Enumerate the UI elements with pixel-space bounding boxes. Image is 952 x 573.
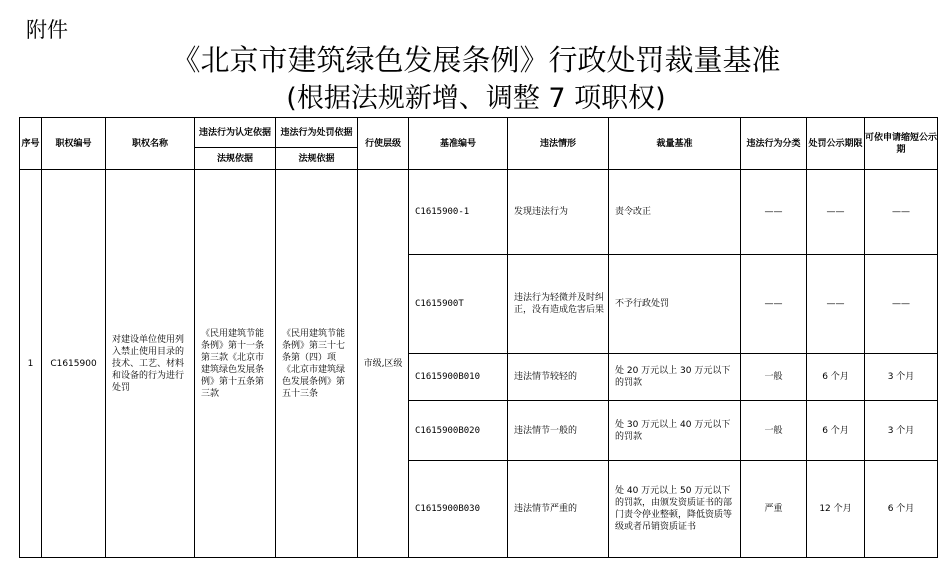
standard-text: 责令改正: [609, 170, 741, 255]
table-row: [20, 170, 938, 255]
header-publish-period: 处罚公示期限: [807, 118, 865, 170]
circumstance: 发现违法行为: [508, 170, 609, 255]
header-standard: 裁量基准: [609, 118, 741, 170]
circumstance: 违法情节严重的: [508, 461, 609, 558]
circumstance: 违法行为轻微并及时纠正，没有造成危害后果: [508, 255, 609, 354]
standard-code: C1615900B030: [409, 461, 508, 558]
early-removal: 3 个月: [865, 401, 938, 461]
classification: 严重: [741, 461, 807, 558]
standard-code: C1615900T: [409, 255, 508, 354]
classification: 一般: [741, 354, 807, 401]
header-standard-code: 基准编号: [409, 118, 508, 170]
standard-code: C1615900B020: [409, 401, 508, 461]
header-penalty-law-basis: 法规依据: [276, 148, 358, 170]
record-power-code: C1615900: [42, 170, 106, 558]
publish-period: 12 个月: [807, 461, 865, 558]
header-seq: 序号: [20, 118, 42, 170]
header-power-code: 职权编号: [42, 118, 106, 170]
header-violation-basis: 违法行为认定依据: [195, 118, 276, 148]
document-subtitle: (根据法规新增、调整 7 项职权): [286, 83, 666, 114]
standard-text: 处 20 万元以上 30 万元以下的罚款: [609, 354, 741, 401]
header-power-name: 职权名称: [106, 118, 195, 170]
circumstance: 违法情节较轻的: [508, 354, 609, 401]
publish-period: ——: [807, 170, 865, 255]
early-removal: ——: [865, 170, 938, 255]
classification: ——: [741, 170, 807, 255]
standard-text: 处 40 万元以上 50 万元以下的罚款，由颁发资质证书的部门责令停业整顿，降低资质等级或者吊销资质证书: [609, 461, 741, 558]
header-circumstance: 违法情形: [508, 118, 609, 170]
record-seq: 1: [20, 170, 42, 558]
record-level: 市级,区级: [358, 170, 409, 558]
penalty-standard-table: [19, 117, 938, 558]
early-removal: 3 个月: [865, 354, 938, 401]
record-violation-basis: 《民用建筑节能条例》第十一条第三款《北京市建筑绿色发展条例》第十五条第三款: [195, 170, 276, 558]
header-level: 行使层级: [358, 118, 409, 170]
header-early-removal: 可依申请缩短公示期: [865, 118, 938, 170]
classification: ——: [741, 255, 807, 354]
record-power-name: 对建设单位使用列入禁止使用目录的技术、工艺、材料和设备的行为进行处罚: [106, 170, 195, 558]
document-title: 《北京市建筑绿色发展条例》行政处罚裁量基准: [171, 43, 781, 77]
classification: 一般: [741, 401, 807, 461]
standard-text: 处 30 万元以上 40 万元以下的罚款: [609, 401, 741, 461]
standard-text: 不予行政处罚: [609, 255, 741, 354]
header-penalty-basis: 违法行为处罚依据: [276, 118, 358, 148]
standard-code: C1615900B010: [409, 354, 508, 401]
standard-code: C1615900-1: [409, 170, 508, 255]
header-violation-law-basis: 法规依据: [195, 148, 276, 170]
publish-period: 6 个月: [807, 401, 865, 461]
early-removal: 6 个月: [865, 461, 938, 558]
circumstance: 违法情节一般的: [508, 401, 609, 461]
header-classification: 违法行为分类: [741, 118, 807, 170]
publish-period: ——: [807, 255, 865, 354]
early-removal: ——: [865, 255, 938, 354]
attachment-label: 附件: [26, 18, 68, 42]
record-penalty-basis: 《民用建筑节能条例》第三十七条第（四）项《北京市建筑绿色发展条例》第五十三条: [276, 170, 358, 558]
publish-period: 6 个月: [807, 354, 865, 401]
